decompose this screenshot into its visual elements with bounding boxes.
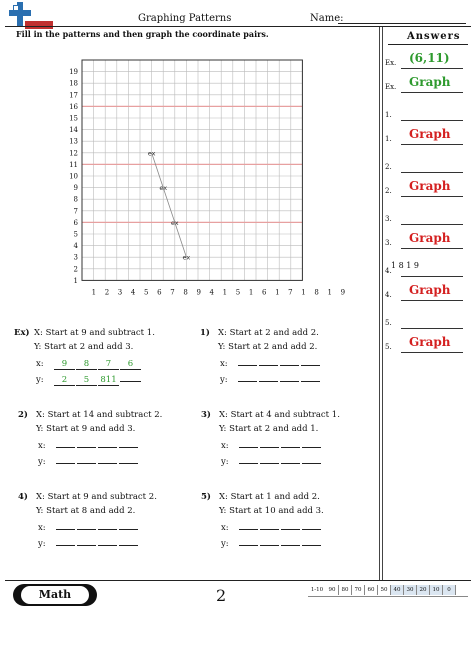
y-rule: Y: Start at 2 and add 1. — [219, 424, 319, 434]
answer-row — [385, 75, 465, 95]
answer-label: Ex. — [385, 59, 397, 67]
answer-line[interactable] — [401, 352, 463, 353]
y-label: y: — [220, 375, 228, 385]
answer-value: Graph — [409, 75, 451, 89]
point-marker: ex — [182, 253, 191, 262]
footer-rule — [5, 580, 471, 581]
x-rule: X: Start at 9 and subtract 2. — [36, 492, 157, 502]
header-rule — [5, 26, 471, 27]
y-tick-label: 3 — [73, 253, 78, 262]
x-rule: X: Start at 1 and add 2. — [219, 492, 320, 502]
answer-line[interactable] — [401, 276, 463, 277]
name-line[interactable] — [338, 23, 466, 24]
y-tick-label: 4 — [73, 242, 78, 251]
y-label: y: — [38, 539, 46, 549]
x-blank[interactable] — [77, 521, 96, 530]
x-blank[interactable] — [119, 439, 138, 448]
x-blank[interactable]: 8 — [76, 360, 97, 370]
answers-heading: Answers — [407, 31, 461, 42]
score-cell: 60 — [365, 585, 378, 595]
x-blank[interactable] — [239, 521, 258, 530]
y-blank[interactable] — [120, 381, 141, 382]
answer-row — [385, 179, 465, 199]
problem-number: 4) — [18, 492, 28, 502]
score-cell: 50 — [378, 585, 391, 595]
answer-divider-2 — [382, 27, 383, 580]
page-number: 2 — [216, 586, 227, 605]
y-rule: Y: Start at 8 and add 2. — [36, 506, 136, 516]
x-blank[interactable]: 9 — [54, 360, 75, 370]
x-blank[interactable] — [302, 521, 321, 530]
score-cell: 90 — [326, 585, 339, 595]
answer-value: (6,11) — [409, 51, 450, 65]
point-marker: ex — [159, 184, 168, 193]
x-blank[interactable] — [238, 357, 257, 366]
y-tick-label: 9 — [73, 184, 78, 193]
x-rule: X: Start at 9 and subtract 1. — [34, 328, 155, 338]
y-blank[interactable]: 5 — [76, 376, 97, 386]
answer-line[interactable] — [401, 144, 463, 145]
answer-row — [385, 159, 465, 175]
x-blank[interactable] — [98, 439, 117, 448]
y-blanks — [56, 537, 140, 551]
y-label: y: — [36, 375, 44, 385]
answer-row — [385, 127, 465, 147]
y-tick-label: 13 — [69, 137, 78, 146]
x-label: x: — [36, 359, 44, 369]
y-tick-label: 8 — [73, 195, 78, 204]
answer-line[interactable] — [401, 196, 463, 197]
answer-value: Graph — [409, 127, 451, 141]
answer-value: Graph — [409, 231, 451, 245]
answer-label: 4. — [385, 267, 392, 275]
x-blanks — [56, 521, 140, 535]
answer-line[interactable] — [401, 300, 463, 301]
answer-row — [385, 211, 465, 227]
x-blank[interactable] — [280, 357, 299, 366]
x-blank[interactable] — [77, 439, 96, 448]
answer-label: 1. — [385, 111, 392, 119]
x-rule: X: Start at 4 and subtract 1. — [219, 410, 340, 420]
y-rule: Y: Start at 10 and add 3. — [219, 506, 324, 516]
x-blanks — [56, 439, 140, 453]
coordinate-graph — [60, 55, 370, 295]
y-blank[interactable] — [239, 455, 258, 464]
y-blank[interactable] — [77, 537, 96, 546]
y-blank[interactable] — [56, 455, 75, 464]
y-blanks — [54, 373, 142, 387]
x-blank[interactable]: 7 — [98, 360, 119, 370]
y-blank[interactable] — [302, 455, 321, 464]
x-blanks — [239, 521, 323, 535]
y-tick-label: 15 — [69, 114, 78, 123]
answer-line[interactable] — [401, 92, 463, 93]
x-tick-labels: 1 2 3 4 5 6 7 8 9 4 1 5 1 6 1 7 1 8 1 9 — [91, 288, 346, 295]
x-label: x: — [221, 441, 229, 451]
answer-row — [385, 283, 465, 303]
y-tick-label: 18 — [69, 79, 78, 88]
y-blanks — [56, 455, 140, 469]
x-blank[interactable] — [260, 521, 279, 530]
problem-number: 3) — [201, 410, 211, 420]
y-blank[interactable] — [56, 537, 75, 546]
math-badge — [13, 584, 97, 606]
answer-divider — [379, 27, 380, 580]
score-cell: 70 — [352, 585, 365, 595]
y-tick-label: 1 — [73, 276, 78, 285]
problem-number: 1) — [200, 328, 210, 338]
x-blanks — [239, 439, 323, 453]
answer-row — [385, 107, 465, 123]
score-cell: 40 — [391, 585, 404, 595]
x-blank[interactable] — [56, 439, 75, 448]
y-tick-label: 7 — [73, 207, 78, 216]
answer-row — [385, 231, 465, 251]
score-label: 1-10 — [310, 587, 324, 593]
answer-value: Graph — [409, 335, 451, 349]
answer-line[interactable] — [401, 120, 463, 121]
answer-row — [385, 335, 465, 355]
y-blank[interactable] — [260, 455, 279, 464]
y-blank[interactable] — [301, 373, 320, 382]
y-tick-label: 10 — [69, 172, 78, 181]
y-blank[interactable] — [281, 455, 300, 464]
answer-row — [385, 51, 465, 71]
math-badge-label: Math — [21, 586, 89, 604]
x-label: x: — [38, 523, 46, 533]
answer-label: 2. — [385, 187, 392, 195]
y-tick-label: 2 — [73, 265, 78, 274]
y-tick-label: 17 — [69, 91, 78, 100]
problem-number: 5) — [201, 492, 211, 502]
y-tick-label: 14 — [69, 126, 78, 135]
y-blanks — [239, 455, 323, 469]
problem-number: 2) — [18, 410, 28, 420]
score-cell: 20 — [417, 585, 430, 595]
y-blank[interactable] — [238, 373, 257, 382]
x-blanks — [238, 357, 322, 371]
x-blank[interactable] — [119, 521, 138, 530]
y-tick-label: 5 — [73, 230, 78, 239]
point-marker: ex — [170, 218, 179, 227]
y-blank[interactable]: 811 — [98, 376, 119, 386]
y-label: y: — [221, 457, 229, 467]
answer-label: 5. — [385, 319, 392, 327]
y-blank[interactable] — [281, 537, 300, 546]
x-label: x: — [220, 359, 228, 369]
answer-label: Ex. — [385, 83, 397, 91]
answers-heading-rule — [388, 44, 468, 45]
answer-line[interactable] — [401, 248, 463, 249]
y-rule: Y: Start at 9 and add 3. — [36, 424, 136, 434]
answer-line[interactable] — [401, 172, 463, 173]
answer-label: 4. — [385, 291, 392, 299]
score-cell: 30 — [404, 585, 417, 595]
name-label: Name: — [310, 13, 344, 24]
y-blank[interactable] — [98, 537, 117, 546]
answer-row — [385, 315, 465, 331]
connecting-line — [152, 153, 187, 257]
x-label: x: — [221, 523, 229, 533]
y-blank[interactable] — [302, 537, 321, 546]
x-blank[interactable] — [56, 521, 75, 530]
y-blank[interactable] — [260, 537, 279, 546]
answer-label: 2. — [385, 163, 392, 171]
y-blank[interactable] — [280, 373, 299, 382]
answer-value: Graph — [409, 179, 451, 193]
score-cell: 80 — [339, 585, 352, 595]
y-blanks — [238, 373, 322, 387]
x-rule: X: Start at 2 and add 2. — [218, 328, 319, 338]
x-blank[interactable] — [281, 521, 300, 530]
x-rule: X: Start at 14 and subtract 2. — [36, 410, 163, 420]
y-blank[interactable] — [259, 373, 278, 382]
answer-row — [385, 263, 465, 279]
y-blank[interactable] — [77, 455, 96, 464]
answer-line[interactable] — [401, 224, 463, 225]
y-tick-label: 12 — [69, 149, 78, 158]
answer-label: 3. — [385, 215, 392, 223]
score-underline — [308, 596, 468, 597]
point-marker: ex — [147, 149, 156, 158]
y-label: y: — [38, 457, 46, 467]
score-box — [308, 585, 456, 595]
y-blank[interactable] — [239, 537, 258, 546]
answer-line[interactable] — [401, 328, 463, 329]
x-blanks — [54, 357, 142, 371]
y-tick-label: 16 — [69, 102, 78, 111]
x-blank[interactable] — [98, 521, 117, 530]
page-title: Graphing Patterns — [138, 13, 232, 24]
y-tick-label: 11 — [69, 160, 78, 169]
y-blank[interactable] — [119, 537, 138, 546]
y-blank[interactable]: 2 — [54, 376, 75, 386]
x-blank[interactable] — [239, 439, 258, 448]
answer-value: 1 8 1 9 — [391, 261, 419, 270]
x-blank[interactable] — [301, 357, 320, 366]
answer-value: Graph — [409, 283, 451, 297]
y-tick-label: 19 — [69, 68, 78, 77]
x-blank[interactable] — [259, 357, 278, 366]
y-rule: Y: Start at 2 and add 2. — [218, 342, 318, 352]
x-blank[interactable] — [302, 439, 321, 448]
y-blank[interactable] — [98, 455, 117, 464]
answer-label: 3. — [385, 239, 392, 247]
problem-number: Ex) — [14, 328, 30, 338]
y-rule: Y: Start at 2 and add 3. — [34, 342, 134, 352]
y-tick-label: 6 — [73, 218, 78, 227]
score-cell: 10 — [430, 585, 443, 595]
y-blanks — [239, 537, 323, 551]
x-blank[interactable] — [281, 439, 300, 448]
answer-line[interactable] — [401, 68, 463, 69]
answer-label: 1. — [385, 135, 392, 143]
x-label: x: — [38, 441, 46, 451]
score-cell: 0 — [443, 585, 456, 595]
x-blank[interactable]: 6 — [120, 360, 141, 370]
answer-label: 5. — [385, 343, 392, 351]
instructions: Fill in the patterns and then graph the coordinate pairs. — [16, 29, 269, 39]
y-label: y: — [221, 539, 229, 549]
graph-border — [82, 60, 302, 280]
y-blank[interactable] — [119, 455, 138, 464]
x-blank[interactable] — [260, 439, 279, 448]
